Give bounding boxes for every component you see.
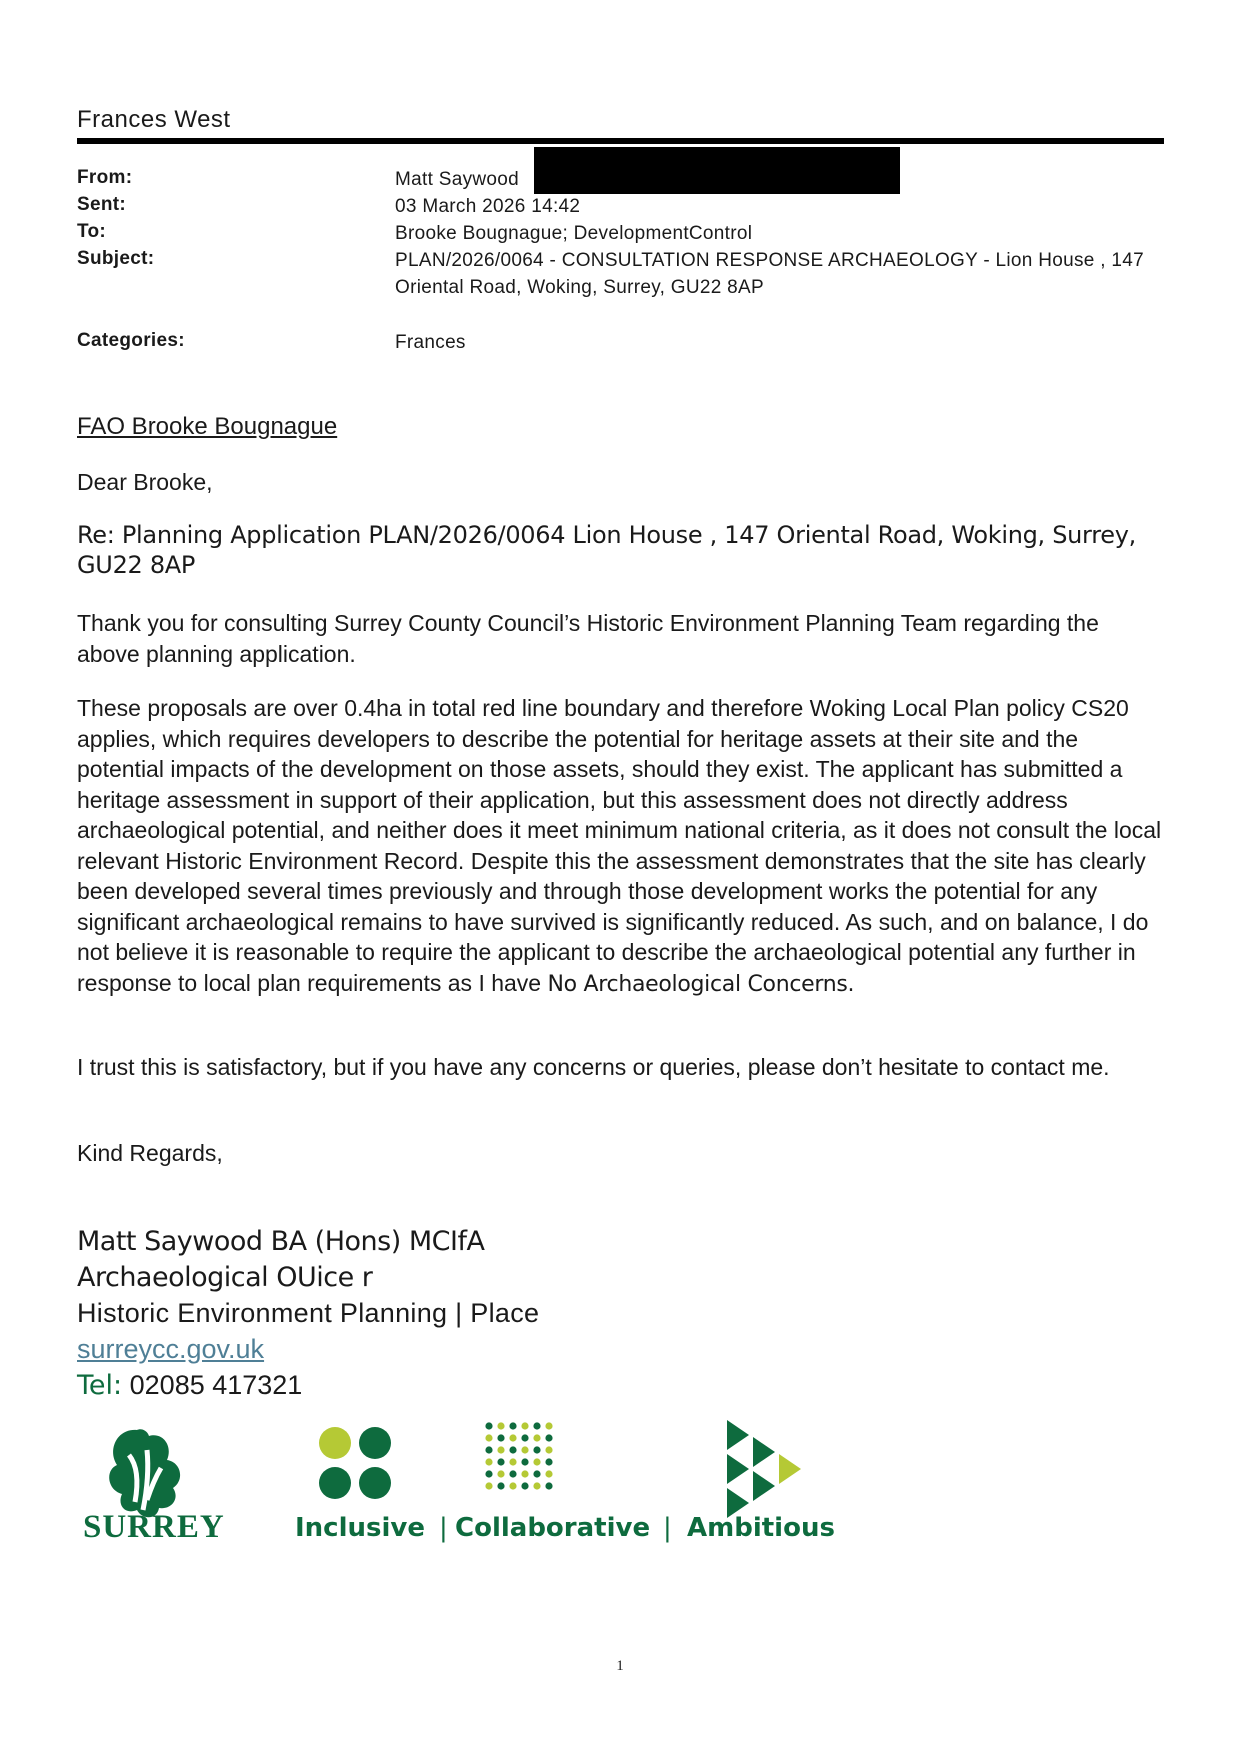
collaborative-dot xyxy=(533,1446,540,1453)
categories-label: Categories: xyxy=(77,330,185,351)
collaborative-dot xyxy=(509,1422,516,1429)
collaborative-dot xyxy=(545,1434,552,1441)
collaborative-dot xyxy=(497,1422,504,1429)
salutation: Dear Brooke, xyxy=(77,469,213,495)
collaborative-dot xyxy=(545,1422,552,1429)
collaborative-dot xyxy=(485,1470,492,1477)
sent-label: Sent: xyxy=(77,194,126,215)
collaborative-dot xyxy=(521,1422,528,1429)
collaborative-dot xyxy=(533,1470,540,1477)
subject-label: Subject: xyxy=(77,248,155,269)
collaborative-dot xyxy=(497,1446,504,1453)
sent-value: 03 March 2026 14:42 xyxy=(395,196,581,217)
collaborative-dot xyxy=(485,1422,492,1429)
value-ambitious: Ambitious xyxy=(687,1513,835,1543)
collaborative-dot xyxy=(521,1458,528,1465)
collaborative-dot xyxy=(485,1434,492,1441)
separator-2: | xyxy=(663,1513,672,1543)
ambitious-arrows-icon xyxy=(727,1420,801,1518)
collaborative-dot xyxy=(545,1470,552,1477)
to-value: Brooke Bougnague; DevelopmentControl xyxy=(395,223,753,244)
signature-name: Matt Saywood BA (Hons) MCIfA xyxy=(77,1226,485,1257)
from-value: Matt Saywood xyxy=(395,169,519,190)
fao-line: FAO Brooke Bougnague xyxy=(77,413,338,440)
collaborative-dot xyxy=(497,1458,504,1465)
collaborative-dot xyxy=(509,1470,516,1477)
collaborative-dot xyxy=(533,1482,540,1489)
paragraph-assessment xyxy=(77,693,1167,1000)
collaborative-dot xyxy=(485,1446,492,1453)
inclusive-dots-icon xyxy=(319,1427,391,1499)
page-number: 1 xyxy=(616,1658,624,1674)
collaborative-dot xyxy=(545,1482,552,1489)
collaborative-dot xyxy=(509,1458,516,1465)
tel-label: Tel: xyxy=(77,1370,123,1401)
collaborative-dot xyxy=(521,1482,528,1489)
surrey-values-logo xyxy=(77,1410,857,1550)
collaborative-dot xyxy=(533,1434,540,1441)
collaborative-dot xyxy=(485,1458,492,1465)
conclusion-emphasis: No Archaeological Concerns. xyxy=(547,971,855,997)
subject-value: PLAN/2026/0064 - CONSULTATION RESPONSE ARCHAEOLOGY - Lion House , 147 Oriental Road, Woking, Surrey, GU22 8AP xyxy=(395,250,1144,298)
collaborative-dot xyxy=(521,1446,528,1453)
collaborative-dot xyxy=(533,1422,540,1429)
collaborative-dot xyxy=(533,1458,540,1465)
collaborative-dot xyxy=(509,1446,516,1453)
collaborative-dot xyxy=(521,1470,528,1477)
signature-telephone xyxy=(77,1370,302,1401)
collaborative-dot xyxy=(497,1434,504,1441)
re-line: Re: Planning Application PLAN/2026/0064 Lion House , 147 Oriental Road, Woking, Surrey, GU22 8AP xyxy=(77,521,1136,579)
website-link[interactable]: surreycc.gov.uk xyxy=(77,1334,265,1364)
collaborative-dot xyxy=(545,1458,552,1465)
mailbox-owner-name: Frances West xyxy=(77,106,231,133)
paragraph-intro: Thank you for consulting Surrey County Council’s Historic Environment Planning Team regarding the above planning application. xyxy=(77,610,1099,667)
to-label: To: xyxy=(77,221,107,242)
collaborative-dot xyxy=(545,1446,552,1453)
redacted-email-address xyxy=(534,147,900,194)
separator-1: | xyxy=(439,1513,448,1543)
collaborative-dot xyxy=(521,1434,528,1441)
surrey-oak-leaf-icon xyxy=(109,1429,180,1517)
paragraph-assessment-text: These proposals are over 0.4ha in total red line boundary and therefore Woking Local Plan policy CS20 applies, which requires developers to describe the potential for heritage assets at their site and the potential impacts of the development on those assets, should they exist. The applicant has submitted a heritage assessment in support of their application, but this assessment does not directly address archaeological potential, and neither does it meet minimum national criteria, as it does not consult the local relevant Historic Environment Record. Despite this the assessment demonstrates that the site has clearly been developed several times previously and through those development works the potential for any significant archaeological remains to have survived is significantly reduced. As such, and on balance, I do not believe it is reasonable to require the applicant to describe the archaeological potential any further in response to local plan requirements as I have xyxy=(77,695,1162,996)
collaborative-dot xyxy=(509,1434,516,1441)
paragraph-closing: I trust this is satisfactory, but if you have any concerns or queries, please don’t hesitate to contact me. xyxy=(77,1054,1110,1080)
signature-team: Historic Environment Planning | Place xyxy=(77,1298,540,1328)
sign-off: Kind Regards, xyxy=(77,1140,223,1166)
value-inclusive: Inclusive xyxy=(295,1513,425,1543)
collaborative-dot xyxy=(485,1482,492,1489)
collaborative-dot-grid-icon xyxy=(485,1422,552,1489)
from-label: From: xyxy=(77,167,133,188)
collaborative-dot xyxy=(509,1482,516,1489)
surrey-brand-text: SURREY xyxy=(83,1509,225,1545)
categories-value: Frances xyxy=(395,332,466,353)
collaborative-dot xyxy=(497,1482,504,1489)
value-collaborative: Collaborative xyxy=(455,1513,651,1543)
tel-value: 02085 417321 xyxy=(129,1370,303,1400)
header-rule xyxy=(77,138,1164,144)
collaborative-dot xyxy=(497,1470,504,1477)
signature-role: Archaeological OUice r xyxy=(77,1262,373,1293)
